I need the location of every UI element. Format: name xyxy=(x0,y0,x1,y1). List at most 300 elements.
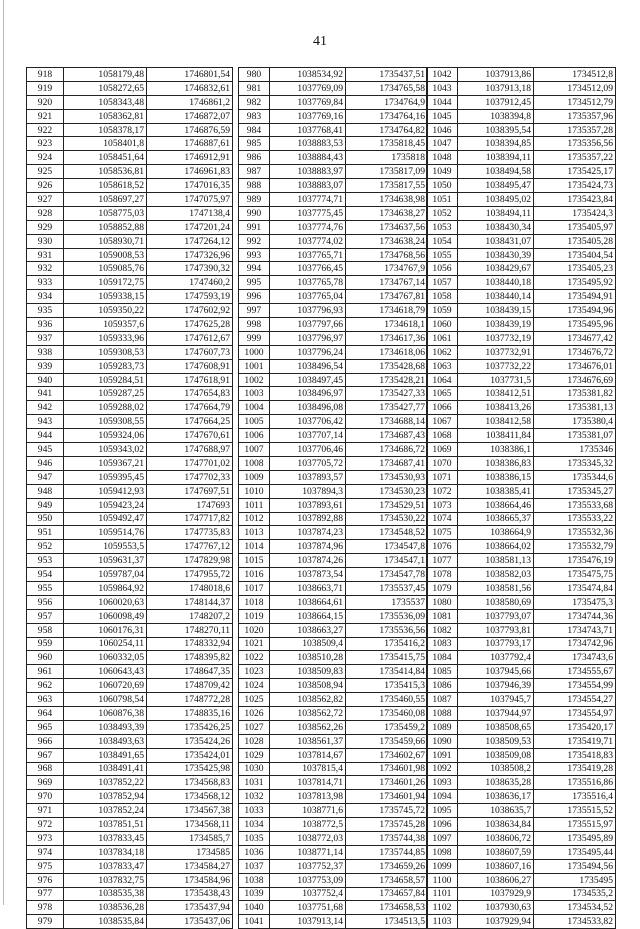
y-coordinate-cell: 1735424,01 xyxy=(147,748,233,762)
x-coordinate-cell: 1038496,54 xyxy=(270,359,346,373)
point-number-cell: 1099 xyxy=(427,859,458,873)
x-coordinate-cell: 1060876,38 xyxy=(64,706,147,720)
y-coordinate-cell: 1748270,11 xyxy=(147,623,233,637)
point-number-cell: 1059 xyxy=(427,304,458,318)
table-row xyxy=(27,776,233,790)
point-number-cell: 1001 xyxy=(239,359,270,373)
point-number-cell: 927 xyxy=(27,193,64,207)
y-coordinate-cell: 1735428,21 xyxy=(346,373,428,387)
point-number-cell: 990 xyxy=(239,206,270,220)
y-coordinate-cell: 1735345,32 xyxy=(534,456,616,470)
y-coordinate-cell: 1735459,2 xyxy=(346,720,428,734)
x-coordinate-cell: 1037751,68 xyxy=(270,901,346,915)
x-coordinate-cell: 1038883,53 xyxy=(270,137,346,151)
point-number-cell: 929 xyxy=(27,220,64,234)
x-coordinate-cell: 1037752,37 xyxy=(270,859,346,873)
table-row xyxy=(239,790,428,804)
y-coordinate-cell: 1735345,27 xyxy=(534,484,616,498)
table-row xyxy=(27,609,233,623)
table-row xyxy=(427,179,616,193)
table-row xyxy=(239,526,428,540)
table-row xyxy=(427,623,616,637)
x-coordinate-cell: 1038508,65 xyxy=(458,720,534,734)
table-row xyxy=(27,581,233,595)
point-number-cell: 1089 xyxy=(427,720,458,734)
x-coordinate-cell: 1058362,81 xyxy=(64,109,147,123)
table-row xyxy=(27,470,233,484)
y-coordinate-cell: 1748835,16 xyxy=(147,706,233,720)
point-number-cell: 1093 xyxy=(427,776,458,790)
point-number-cell: 959 xyxy=(27,637,64,651)
x-coordinate-cell: 1058536,81 xyxy=(64,165,147,179)
table-row xyxy=(427,401,616,415)
y-coordinate-cell: 1747688,97 xyxy=(147,443,233,457)
y-coordinate-cell: 1734767,14 xyxy=(346,276,428,290)
x-coordinate-cell: 1038395,54 xyxy=(458,123,534,137)
x-coordinate-cell: 1038562,82 xyxy=(270,693,346,707)
table-row xyxy=(239,887,428,901)
x-coordinate-cell: 1037731,5 xyxy=(458,373,534,387)
y-coordinate-cell: 1735405,23 xyxy=(534,262,616,276)
y-coordinate-cell: 1746872,07 xyxy=(147,109,233,123)
x-coordinate-cell: 1038635,7 xyxy=(458,804,534,818)
y-coordinate-cell: 1747735,83 xyxy=(147,526,233,540)
y-coordinate-cell: 1747460,2 xyxy=(147,276,233,290)
table-row xyxy=(27,568,233,582)
x-coordinate-cell: 1037769,16 xyxy=(270,109,346,123)
x-coordinate-cell: 1038510,28 xyxy=(270,651,346,665)
table-row xyxy=(239,651,428,665)
point-number-cell: 1023 xyxy=(239,665,270,679)
point-number-cell: 1072 xyxy=(427,484,458,498)
table-row xyxy=(239,554,428,568)
point-number-cell: 1014 xyxy=(239,540,270,554)
y-coordinate-cell: 1735536,56 xyxy=(346,623,428,637)
table-row xyxy=(239,220,428,234)
point-number-cell: 1015 xyxy=(239,554,270,568)
point-number-cell: 1061 xyxy=(427,331,458,345)
x-coordinate-cell: 1037796,93 xyxy=(270,304,346,318)
table-row xyxy=(27,429,233,443)
table-row xyxy=(427,818,616,832)
point-number-cell: 1056 xyxy=(427,262,458,276)
point-number-cell: 1063 xyxy=(427,359,458,373)
y-coordinate-cell: 1747654,83 xyxy=(147,387,233,401)
table-row xyxy=(427,137,616,151)
x-coordinate-cell: 1059338,15 xyxy=(64,290,147,304)
point-number-cell: 1043 xyxy=(427,81,458,95)
table-row xyxy=(239,248,428,262)
y-coordinate-cell: 1735495,92 xyxy=(534,276,616,290)
table-row xyxy=(427,262,616,276)
table-row xyxy=(427,609,616,623)
y-coordinate-cell: 1735744,38 xyxy=(346,831,428,845)
x-coordinate-cell: 1038534,92 xyxy=(270,68,346,82)
table-row xyxy=(27,248,233,262)
y-coordinate-cell: 1735419,71 xyxy=(534,734,616,748)
y-coordinate-cell: 1747670,61 xyxy=(147,429,233,443)
point-number-cell: 1018 xyxy=(239,595,270,609)
y-coordinate-cell: 1735425,17 xyxy=(534,165,616,179)
x-coordinate-cell: 1038431,07 xyxy=(458,234,534,248)
table-row xyxy=(27,859,233,873)
point-number-cell: 1079 xyxy=(427,581,458,595)
point-number-cell: 1048 xyxy=(427,151,458,165)
y-coordinate-cell: 1746961,83 xyxy=(147,165,233,179)
table-row xyxy=(239,915,428,929)
point-number-cell: 951 xyxy=(27,526,64,540)
point-number-cell: 931 xyxy=(27,248,64,262)
table-row xyxy=(427,665,616,679)
point-number-cell: 1070 xyxy=(427,456,458,470)
table-row xyxy=(239,387,428,401)
y-coordinate-cell: 1747717,82 xyxy=(147,512,233,526)
x-coordinate-cell: 1037732,19 xyxy=(458,331,534,345)
point-number-cell: 994 xyxy=(239,262,270,276)
point-number-cell: 984 xyxy=(239,123,270,137)
point-number-cell: 965 xyxy=(27,720,64,734)
x-coordinate-cell: 1038394,85 xyxy=(458,137,534,151)
table-row xyxy=(27,193,233,207)
x-coordinate-cell: 1060720,69 xyxy=(64,679,147,693)
y-coordinate-cell: 1734548,52 xyxy=(346,526,428,540)
point-number-cell: 1046 xyxy=(427,123,458,137)
table-row xyxy=(239,429,428,443)
x-coordinate-cell: 1037945,66 xyxy=(458,665,534,679)
table-row xyxy=(427,415,616,429)
point-number-cell: 946 xyxy=(27,456,64,470)
coordinate-table-2 xyxy=(238,67,428,929)
y-coordinate-cell: 1735474,84 xyxy=(534,581,616,595)
point-number-cell: 1067 xyxy=(427,415,458,429)
table-row xyxy=(27,443,233,457)
table-row xyxy=(27,595,233,609)
y-coordinate-cell: 1734768,56 xyxy=(346,248,428,262)
table-row xyxy=(427,331,616,345)
x-coordinate-cell: 1038580,69 xyxy=(458,595,534,609)
x-coordinate-cell: 1038664,46 xyxy=(458,498,534,512)
y-coordinate-cell: 1734568,83 xyxy=(147,776,233,790)
table-row xyxy=(239,81,428,95)
point-number-cell: 1021 xyxy=(239,637,270,651)
y-coordinate-cell: 1735494,96 xyxy=(534,304,616,318)
y-coordinate-cell: 1734535,2 xyxy=(534,887,616,901)
point-number-cell: 1071 xyxy=(427,470,458,484)
point-number-cell: 947 xyxy=(27,470,64,484)
y-coordinate-cell: 1734638,27 xyxy=(346,206,428,220)
table-row xyxy=(27,790,233,804)
y-coordinate-cell: 1747390,32 xyxy=(147,262,233,276)
table-row xyxy=(239,609,428,623)
x-coordinate-cell: 1037793,07 xyxy=(458,609,534,623)
table-row xyxy=(427,248,616,262)
point-number-cell: 960 xyxy=(27,651,64,665)
y-coordinate-cell: 1735414,84 xyxy=(346,665,428,679)
y-coordinate-cell: 1734554,97 xyxy=(534,706,616,720)
y-coordinate-cell: 1734601,94 xyxy=(346,790,428,804)
table-row xyxy=(427,887,616,901)
x-coordinate-cell: 1059553,5 xyxy=(64,540,147,554)
y-coordinate-cell: 1747602,92 xyxy=(147,304,233,318)
x-coordinate-cell: 1038394,8 xyxy=(458,109,534,123)
x-coordinate-cell: 1037852,24 xyxy=(64,804,147,818)
x-coordinate-cell: 1058852,88 xyxy=(64,220,147,234)
y-coordinate-cell: 1734534,52 xyxy=(534,901,616,915)
x-coordinate-cell: 1037706,42 xyxy=(270,415,346,429)
point-number-cell: 987 xyxy=(239,165,270,179)
point-number-cell: 954 xyxy=(27,568,64,582)
point-number-cell: 996 xyxy=(239,290,270,304)
y-coordinate-cell: 1748332,94 xyxy=(147,637,233,651)
table-row xyxy=(239,762,428,776)
point-number-cell: 925 xyxy=(27,165,64,179)
point-number-cell: 1066 xyxy=(427,401,458,415)
point-number-cell: 1002 xyxy=(239,373,270,387)
table-row xyxy=(427,901,616,915)
x-coordinate-cell: 1059324,06 xyxy=(64,429,147,443)
point-number-cell: 1080 xyxy=(427,595,458,609)
x-coordinate-cell: 1038561,37 xyxy=(270,734,346,748)
x-coordinate-cell: 1059357,6 xyxy=(64,318,147,332)
y-coordinate-cell: 1747593,19 xyxy=(147,290,233,304)
table-row xyxy=(27,123,233,137)
x-coordinate-cell: 1059283,73 xyxy=(64,359,147,373)
x-coordinate-cell: 1038664,02 xyxy=(458,540,534,554)
table-row xyxy=(27,887,233,901)
y-coordinate-cell: 1734585 xyxy=(147,845,233,859)
table-row xyxy=(427,679,616,693)
table-row xyxy=(239,456,428,470)
x-coordinate-cell: 1038636,17 xyxy=(458,790,534,804)
table-row xyxy=(27,345,233,359)
point-number-cell: 975 xyxy=(27,859,64,873)
x-coordinate-cell: 1038884,43 xyxy=(270,151,346,165)
point-number-cell: 998 xyxy=(239,318,270,332)
x-coordinate-cell: 1059423,24 xyxy=(64,498,147,512)
table-row xyxy=(27,720,233,734)
table-row xyxy=(427,790,616,804)
x-coordinate-cell: 1059492,47 xyxy=(64,512,147,526)
x-coordinate-cell: 1038496,97 xyxy=(270,387,346,401)
x-coordinate-cell: 1037775,45 xyxy=(270,206,346,220)
x-coordinate-cell: 1037753,09 xyxy=(270,873,346,887)
point-number-cell: 928 xyxy=(27,206,64,220)
y-coordinate-cell: 1734764,9 xyxy=(346,95,428,109)
x-coordinate-cell: 1037832,75 xyxy=(64,873,147,887)
point-number-cell: 1036 xyxy=(239,845,270,859)
y-coordinate-cell: 1735475,75 xyxy=(534,568,616,582)
point-number-cell: 1029 xyxy=(239,748,270,762)
point-number-cell: 924 xyxy=(27,151,64,165)
table-row xyxy=(27,68,233,82)
point-number-cell: 1065 xyxy=(427,387,458,401)
x-coordinate-cell: 1060098,49 xyxy=(64,609,147,623)
x-coordinate-cell: 1058401,8 xyxy=(64,137,147,151)
x-coordinate-cell: 1038663,27 xyxy=(270,623,346,637)
table-row xyxy=(27,276,233,290)
table-row xyxy=(27,387,233,401)
table-row xyxy=(27,762,233,776)
x-coordinate-cell: 1038440,14 xyxy=(458,290,534,304)
x-coordinate-cell: 1059395,45 xyxy=(64,470,147,484)
x-coordinate-cell: 1037930,63 xyxy=(458,901,534,915)
x-coordinate-cell: 1037893,61 xyxy=(270,498,346,512)
y-coordinate-cell: 1735533,68 xyxy=(534,498,616,512)
x-coordinate-cell: 1038508,94 xyxy=(270,679,346,693)
y-coordinate-cell: 1734617,36 xyxy=(346,331,428,345)
y-coordinate-cell: 1735515,52 xyxy=(534,804,616,818)
page-number: 41 xyxy=(313,34,327,49)
table-row xyxy=(27,804,233,818)
table-row xyxy=(427,526,616,540)
x-coordinate-cell: 1037912,45 xyxy=(458,95,534,109)
y-coordinate-cell: 1734568,11 xyxy=(147,818,233,832)
y-coordinate-cell: 1746912,91 xyxy=(147,151,233,165)
x-coordinate-cell: 1037769,09 xyxy=(270,81,346,95)
x-coordinate-cell: 1037705,72 xyxy=(270,456,346,470)
y-coordinate-cell: 1747612,67 xyxy=(147,331,233,345)
table-row xyxy=(427,734,616,748)
x-coordinate-cell: 1038495,02 xyxy=(458,193,534,207)
table-row xyxy=(239,331,428,345)
x-coordinate-cell: 1037768,41 xyxy=(270,123,346,137)
x-coordinate-cell: 1059864,92 xyxy=(64,581,147,595)
table-row xyxy=(427,165,616,179)
point-number-cell: 1037 xyxy=(239,859,270,873)
x-coordinate-cell: 1038411,84 xyxy=(458,429,534,443)
y-coordinate-cell: 1747608,91 xyxy=(147,359,233,373)
table-row xyxy=(239,345,428,359)
point-number-cell: 940 xyxy=(27,373,64,387)
y-coordinate-cell: 1746876,59 xyxy=(147,123,233,137)
y-coordinate-cell: 1734638,98 xyxy=(346,193,428,207)
y-coordinate-cell: 1735515,97 xyxy=(534,818,616,832)
x-coordinate-cell: 1037814,67 xyxy=(270,748,346,762)
y-coordinate-cell: 1735516,86 xyxy=(534,776,616,790)
y-coordinate-cell: 1747767,12 xyxy=(147,540,233,554)
x-coordinate-cell: 1038772,03 xyxy=(270,831,346,845)
point-number-cell: 1088 xyxy=(427,706,458,720)
x-coordinate-cell: 1037765,04 xyxy=(270,290,346,304)
point-number-cell: 1102 xyxy=(427,901,458,915)
y-coordinate-cell: 1734658,53 xyxy=(346,901,428,915)
y-coordinate-cell: 1735532,79 xyxy=(534,540,616,554)
x-coordinate-cell: 1038663,71 xyxy=(270,581,346,595)
table-row xyxy=(27,901,233,915)
x-coordinate-cell: 1037796,24 xyxy=(270,345,346,359)
y-coordinate-cell: 1747607,73 xyxy=(147,345,233,359)
point-number-cell: 983 xyxy=(239,109,270,123)
x-coordinate-cell: 1060254,11 xyxy=(64,637,147,651)
coordinate-table-1 xyxy=(26,67,233,929)
point-number-cell: 935 xyxy=(27,304,64,318)
x-coordinate-cell: 1037766,45 xyxy=(270,262,346,276)
y-coordinate-cell: 1734687,43 xyxy=(346,429,428,443)
table-row xyxy=(27,179,233,193)
point-number-cell: 1053 xyxy=(427,220,458,234)
table-row xyxy=(239,151,428,165)
point-number-cell: 1052 xyxy=(427,206,458,220)
point-number-cell: 1007 xyxy=(239,443,270,457)
point-number-cell: 938 xyxy=(27,345,64,359)
y-coordinate-cell: 1735426,25 xyxy=(147,720,233,734)
point-number-cell: 1062 xyxy=(427,345,458,359)
point-number-cell: 1008 xyxy=(239,456,270,470)
x-coordinate-cell: 1037851,51 xyxy=(64,818,147,832)
y-coordinate-cell: 1734584,96 xyxy=(147,873,233,887)
table-row xyxy=(427,387,616,401)
y-coordinate-cell: 1735418,83 xyxy=(534,748,616,762)
table-row xyxy=(427,429,616,443)
table-row xyxy=(27,109,233,123)
point-number-cell: 957 xyxy=(27,609,64,623)
table-row xyxy=(427,595,616,609)
table-row xyxy=(239,234,428,248)
table-row xyxy=(427,693,616,707)
point-number-cell: 974 xyxy=(27,845,64,859)
x-coordinate-cell: 1038440,18 xyxy=(458,276,534,290)
y-coordinate-cell: 1735516,4 xyxy=(534,790,616,804)
point-number-cell: 961 xyxy=(27,665,64,679)
x-coordinate-cell: 1059514,76 xyxy=(64,526,147,540)
point-number-cell: 1005 xyxy=(239,415,270,429)
y-coordinate-cell: 1735536,09 xyxy=(346,609,428,623)
table-row xyxy=(239,623,428,637)
table-row xyxy=(27,95,233,109)
table-row xyxy=(427,234,616,248)
table-row xyxy=(239,693,428,707)
table-row xyxy=(239,304,428,318)
y-coordinate-cell: 1734530,22 xyxy=(346,512,428,526)
y-coordinate-cell: 1734688,14 xyxy=(346,415,428,429)
y-coordinate-cell: 1748144,37 xyxy=(147,595,233,609)
x-coordinate-cell: 1037913,14 xyxy=(270,915,346,929)
x-coordinate-cell: 1037797,66 xyxy=(270,318,346,332)
x-coordinate-cell: 1038607,59 xyxy=(458,845,534,859)
y-coordinate-cell: 1734618,06 xyxy=(346,345,428,359)
x-coordinate-cell: 1038606,72 xyxy=(458,831,534,845)
point-number-cell: 962 xyxy=(27,679,64,693)
table-row xyxy=(427,456,616,470)
point-number-cell: 979 xyxy=(27,915,64,929)
table-row xyxy=(239,859,428,873)
y-coordinate-cell: 1747618,91 xyxy=(147,373,233,387)
table-row xyxy=(239,818,428,832)
x-coordinate-cell: 1038496,08 xyxy=(270,401,346,415)
table-row xyxy=(427,762,616,776)
y-coordinate-cell: 1747664,25 xyxy=(147,415,233,429)
x-coordinate-cell: 1038664,15 xyxy=(270,609,346,623)
y-coordinate-cell: 1735427,77 xyxy=(346,401,428,415)
x-coordinate-cell: 1037814,71 xyxy=(270,776,346,790)
x-coordinate-cell: 1058272,65 xyxy=(64,81,147,95)
point-number-cell: 970 xyxy=(27,790,64,804)
point-number-cell: 1083 xyxy=(427,637,458,651)
y-coordinate-cell: 1735745,28 xyxy=(346,818,428,832)
table-row xyxy=(427,276,616,290)
x-coordinate-cell: 1038883,07 xyxy=(270,179,346,193)
x-coordinate-cell: 1038664,9 xyxy=(458,526,534,540)
x-coordinate-cell: 1038771,6 xyxy=(270,804,346,818)
x-coordinate-cell: 1037929,9 xyxy=(458,887,534,901)
y-coordinate-cell: 1734676,72 xyxy=(534,345,616,359)
y-coordinate-cell: 1734686,72 xyxy=(346,443,428,457)
point-number-cell: 1055 xyxy=(427,248,458,262)
table-row xyxy=(239,109,428,123)
point-number-cell: 1010 xyxy=(239,484,270,498)
point-number-cell: 1076 xyxy=(427,540,458,554)
point-number-cell: 991 xyxy=(239,220,270,234)
